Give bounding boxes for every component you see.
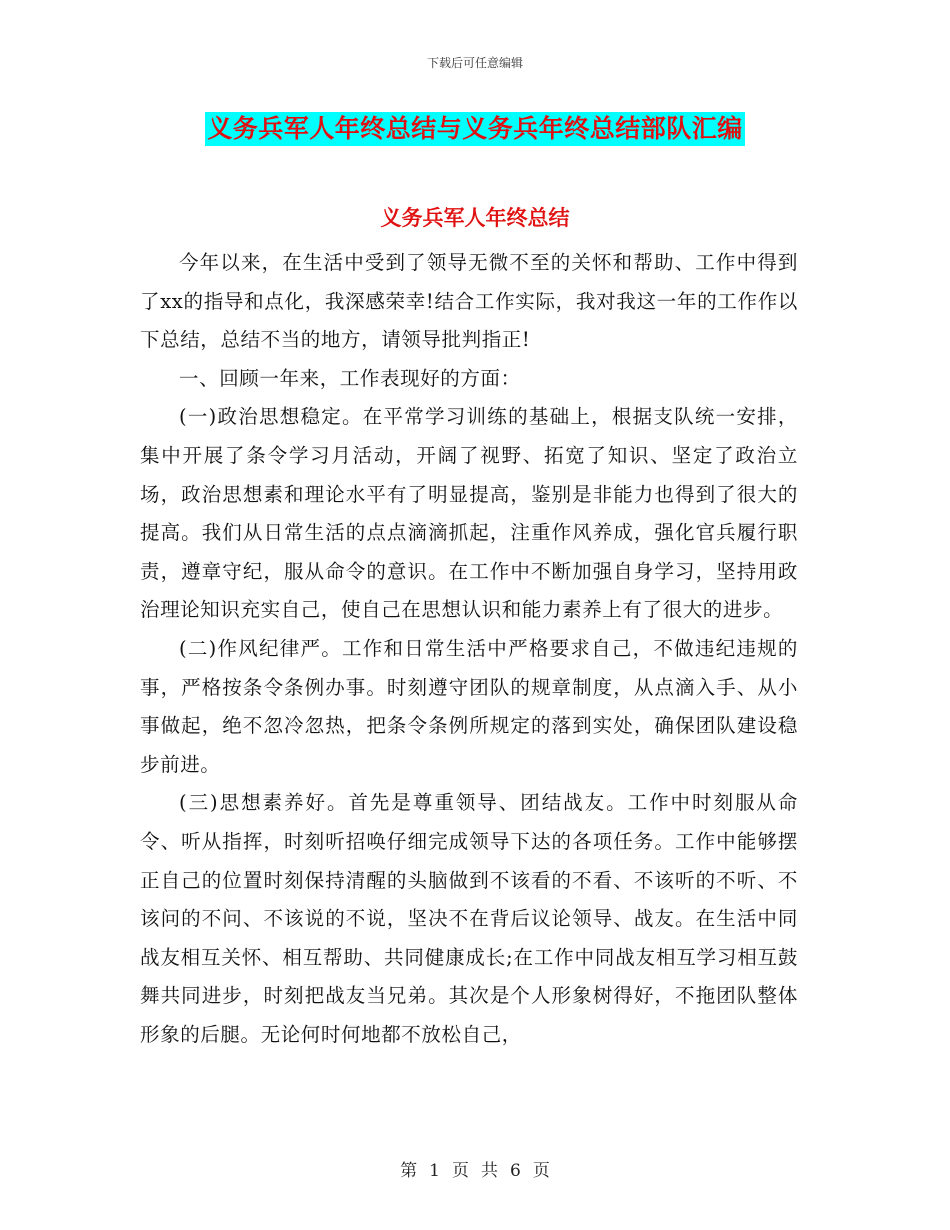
document-title-wrapper [0, 112, 950, 146]
page-footer [0, 1156, 950, 1181]
footer-page-label: 页 [452, 1161, 469, 1181]
paragraph-discipline: (二)作风纪律严。工作和日常生活中严格要求自己，不做违纪违规的事，严格按条令条例办事。时刻遵守团队的规章制度，从点滴入手、从小事做起，绝不忽冷忽热，把条令条例所规定的落到实处，确保团队建设稳步前进。 [140, 636, 798, 776]
document-title: 义务兵军人年终总结与义务兵年终总结部队汇编 [205, 112, 745, 146]
paragraph-heading-review: 一、回顾一年来，工作表现好的方面： [179, 366, 521, 390]
total-pages-number: 6 [510, 1161, 521, 1181]
section-title: 义务兵军人年终总结 [380, 206, 570, 230]
header-note: 下载后可任意编辑 [426, 56, 523, 70]
paragraph-intro: 今年以来，在生活中受到了领导无微不至的关怀和帮助、工作中得到了xx的指导和点化，我深感荣幸!结合工作实际，我对我这一年的工作作以下总结，总结不当的地方，请领导批判指正! [140, 251, 798, 352]
footer-prefix: 第 [400, 1161, 418, 1181]
footer-suffix: 页 [532, 1161, 550, 1181]
paragraph-ideological-quality: (三)思想素养好。首先是尊重领导、团结战友。工作中时刻服从命令、听从指挥，时刻听招唤仔细完成领导下达的各项任务。工作中能够摆正自己的位置时刻保持清醒的头脑做到不该看的不看、不该听的不听、不该问的不问、不该说的不说，坚决不在背后议论领导、战友。在生活中同战友相互关怀、相互帮助、共同健康成长;在工作中同战友相互学习相互鼓舞共同进步，时刻把战友当兄弟。其次是个人形象树得好，不拖团队整体形象的后腿。无论何时何地都不放松自己， [140, 791, 798, 1046]
paragraph-political-thought: (一)政治思想稳定。在平常学习训练的基础上，根据支队统一安排，集中开展了条令学习月活动，开阔了视野、拓宽了知识、坚定了政治立场，政治思想素和理论水平有了明显提高，鉴别是非能力也得到了很大的提高。我们从日常生活的点点滴滴抓起，注重作风养成，强化官兵履行职责，遵章守纪，服从命令的意识。在工作中不断加强自身学习，坚持用政治理论知识充实自己，使自己在思想认识和能力素养上有了很大的进步。 [140, 405, 798, 622]
document-body [140, 244, 798, 1054]
current-page-number: 1 [429, 1161, 440, 1181]
footer-total-label: 共 [481, 1161, 498, 1181]
